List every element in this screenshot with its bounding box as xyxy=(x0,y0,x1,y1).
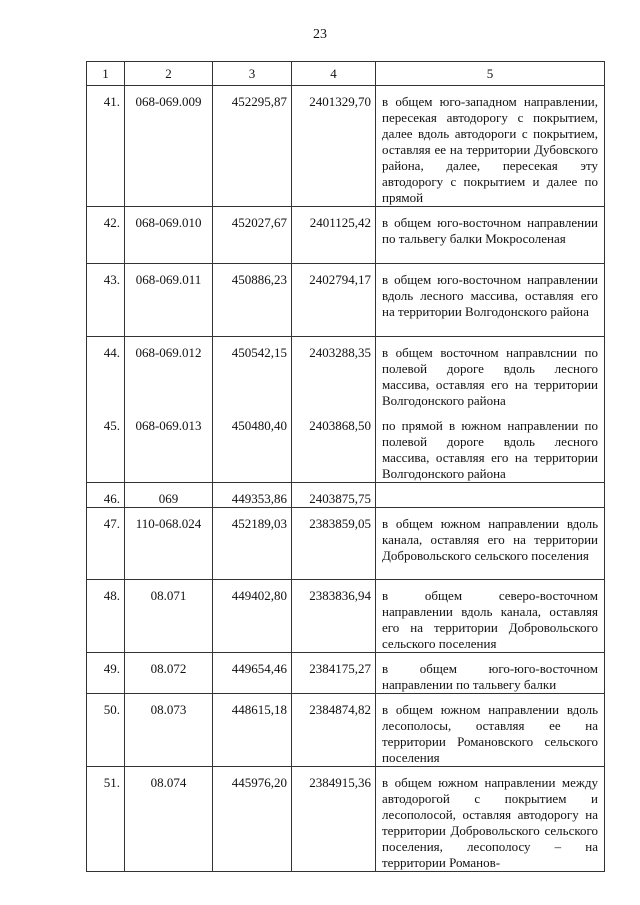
row-number: 47. xyxy=(87,508,125,580)
coordinate-x: 449353,86 xyxy=(213,483,292,508)
coordinate-x: 449654,46 xyxy=(213,653,292,694)
table-row xyxy=(87,767,605,872)
table-row xyxy=(87,264,605,337)
point-code: 08.073 xyxy=(125,694,213,767)
coordinate-y: 2384874,82 xyxy=(292,694,376,767)
page-number: 23 xyxy=(313,27,327,42)
row-number: 44. xyxy=(87,337,125,410)
column-header: 2 xyxy=(125,62,213,86)
coordinate-y: 2401125,42 xyxy=(292,207,376,264)
coordinate-x: 448615,18 xyxy=(213,694,292,767)
row-number: 45. xyxy=(87,410,125,483)
column-header: 5 xyxy=(376,62,605,86)
coordinate-x: 450542,15 xyxy=(213,337,292,410)
table-row xyxy=(87,337,605,410)
coordinate-y: 2401329,70 xyxy=(292,86,376,207)
point-code: 068-069.009 xyxy=(125,86,213,207)
coordinate-y: 2403288,35 xyxy=(292,337,376,410)
boundary-description: в общем юго-восточном направлении вдоль лесного массива, оставляя его на территории Волгодонского района xyxy=(376,264,605,337)
boundary-description: в общем южном направлении вдоль лесополосы, оставляя ее на территории Романовского сельского поселения xyxy=(376,694,605,767)
point-code: 068-069.011 xyxy=(125,264,213,337)
point-code: 08.074 xyxy=(125,767,213,872)
row-number: 50. xyxy=(87,694,125,767)
coordinate-x: 450480,40 xyxy=(213,410,292,483)
point-code: 068-069.012 xyxy=(125,337,213,410)
row-number: 46. xyxy=(87,483,125,508)
boundary-description: по прямой в южном направлении по полевой дороге вдоль лесного массива, оставляя его на территории Волгодонского района xyxy=(376,410,605,483)
table-row xyxy=(87,410,605,483)
coordinate-x: 452189,03 xyxy=(213,508,292,580)
coordinate-x: 452027,67 xyxy=(213,207,292,264)
boundary-description: в общем юго-западном направлении, пересекая автодорогу с покрытием, далее вдоль автодороги с покрытием, оставляя ее на территории Дубовского района, далее, пересекая эту автодорогу с покрытием и далее по прямой xyxy=(376,86,605,207)
point-code: 08.072 xyxy=(125,653,213,694)
point-code: 068-069.013 xyxy=(125,410,213,483)
coordinate-y: 2384175,27 xyxy=(292,653,376,694)
table-row xyxy=(87,580,605,653)
point-code: 069 xyxy=(125,483,213,508)
table-row xyxy=(87,508,605,580)
row-number: 48. xyxy=(87,580,125,653)
row-number: 42. xyxy=(87,207,125,264)
coordinate-y: 2383836,94 xyxy=(292,580,376,653)
coordinate-x: 449402,80 xyxy=(213,580,292,653)
column-header: 1 xyxy=(87,62,125,86)
boundary-points-table xyxy=(86,61,605,872)
table-row xyxy=(87,483,605,508)
coordinate-x: 452295,87 xyxy=(213,86,292,207)
boundary-description: в общем юго-юго-восточном направлении по тальвегу балки xyxy=(376,653,605,694)
coordinate-y: 2403868,50 xyxy=(292,410,376,483)
row-number: 41. xyxy=(87,86,125,207)
coordinate-y: 2383859,05 xyxy=(292,508,376,580)
row-number: 49. xyxy=(87,653,125,694)
table-row xyxy=(87,694,605,767)
boundary-description: в общем южном направлении между автодорогой с покрытием и лесополосой, оставляя автодорогу на территории Добровольского сельского поселения, лесополосу – на территории Романов- xyxy=(376,767,605,872)
boundary-description: в общем юго-восточном направлении по тальвегу балки Мокросоленая xyxy=(376,207,605,264)
column-header: 4 xyxy=(292,62,376,86)
coordinate-y: 2402794,17 xyxy=(292,264,376,337)
table-row xyxy=(87,86,605,207)
column-header: 3 xyxy=(213,62,292,86)
header-row xyxy=(87,62,605,86)
point-code: 110-068.024 xyxy=(125,508,213,580)
point-code: 068-069.010 xyxy=(125,207,213,264)
boundary-description xyxy=(376,483,605,508)
table-row xyxy=(87,653,605,694)
row-number: 43. xyxy=(87,264,125,337)
boundary-description: в общем восточном направлснии по полевой дороге вдоль лесного массива, оставляя его на территории Волгодонского района xyxy=(376,337,605,410)
coordinate-x: 450886,23 xyxy=(213,264,292,337)
table-row xyxy=(87,207,605,264)
row-number: 51. xyxy=(87,767,125,872)
coordinate-x: 445976,20 xyxy=(213,767,292,872)
boundary-description: в общем южном направлении вдоль канала, оставляя его на территории Добровольского сельского поселения xyxy=(376,508,605,580)
boundary-description: в общем северо-восточном направлении вдоль канала, оставляя его на территории Добровольского сельского поселения xyxy=(376,580,605,653)
coordinate-y: 2384915,36 xyxy=(292,767,376,872)
point-code: 08.071 xyxy=(125,580,213,653)
coordinate-y: 2403875,75 xyxy=(292,483,376,508)
